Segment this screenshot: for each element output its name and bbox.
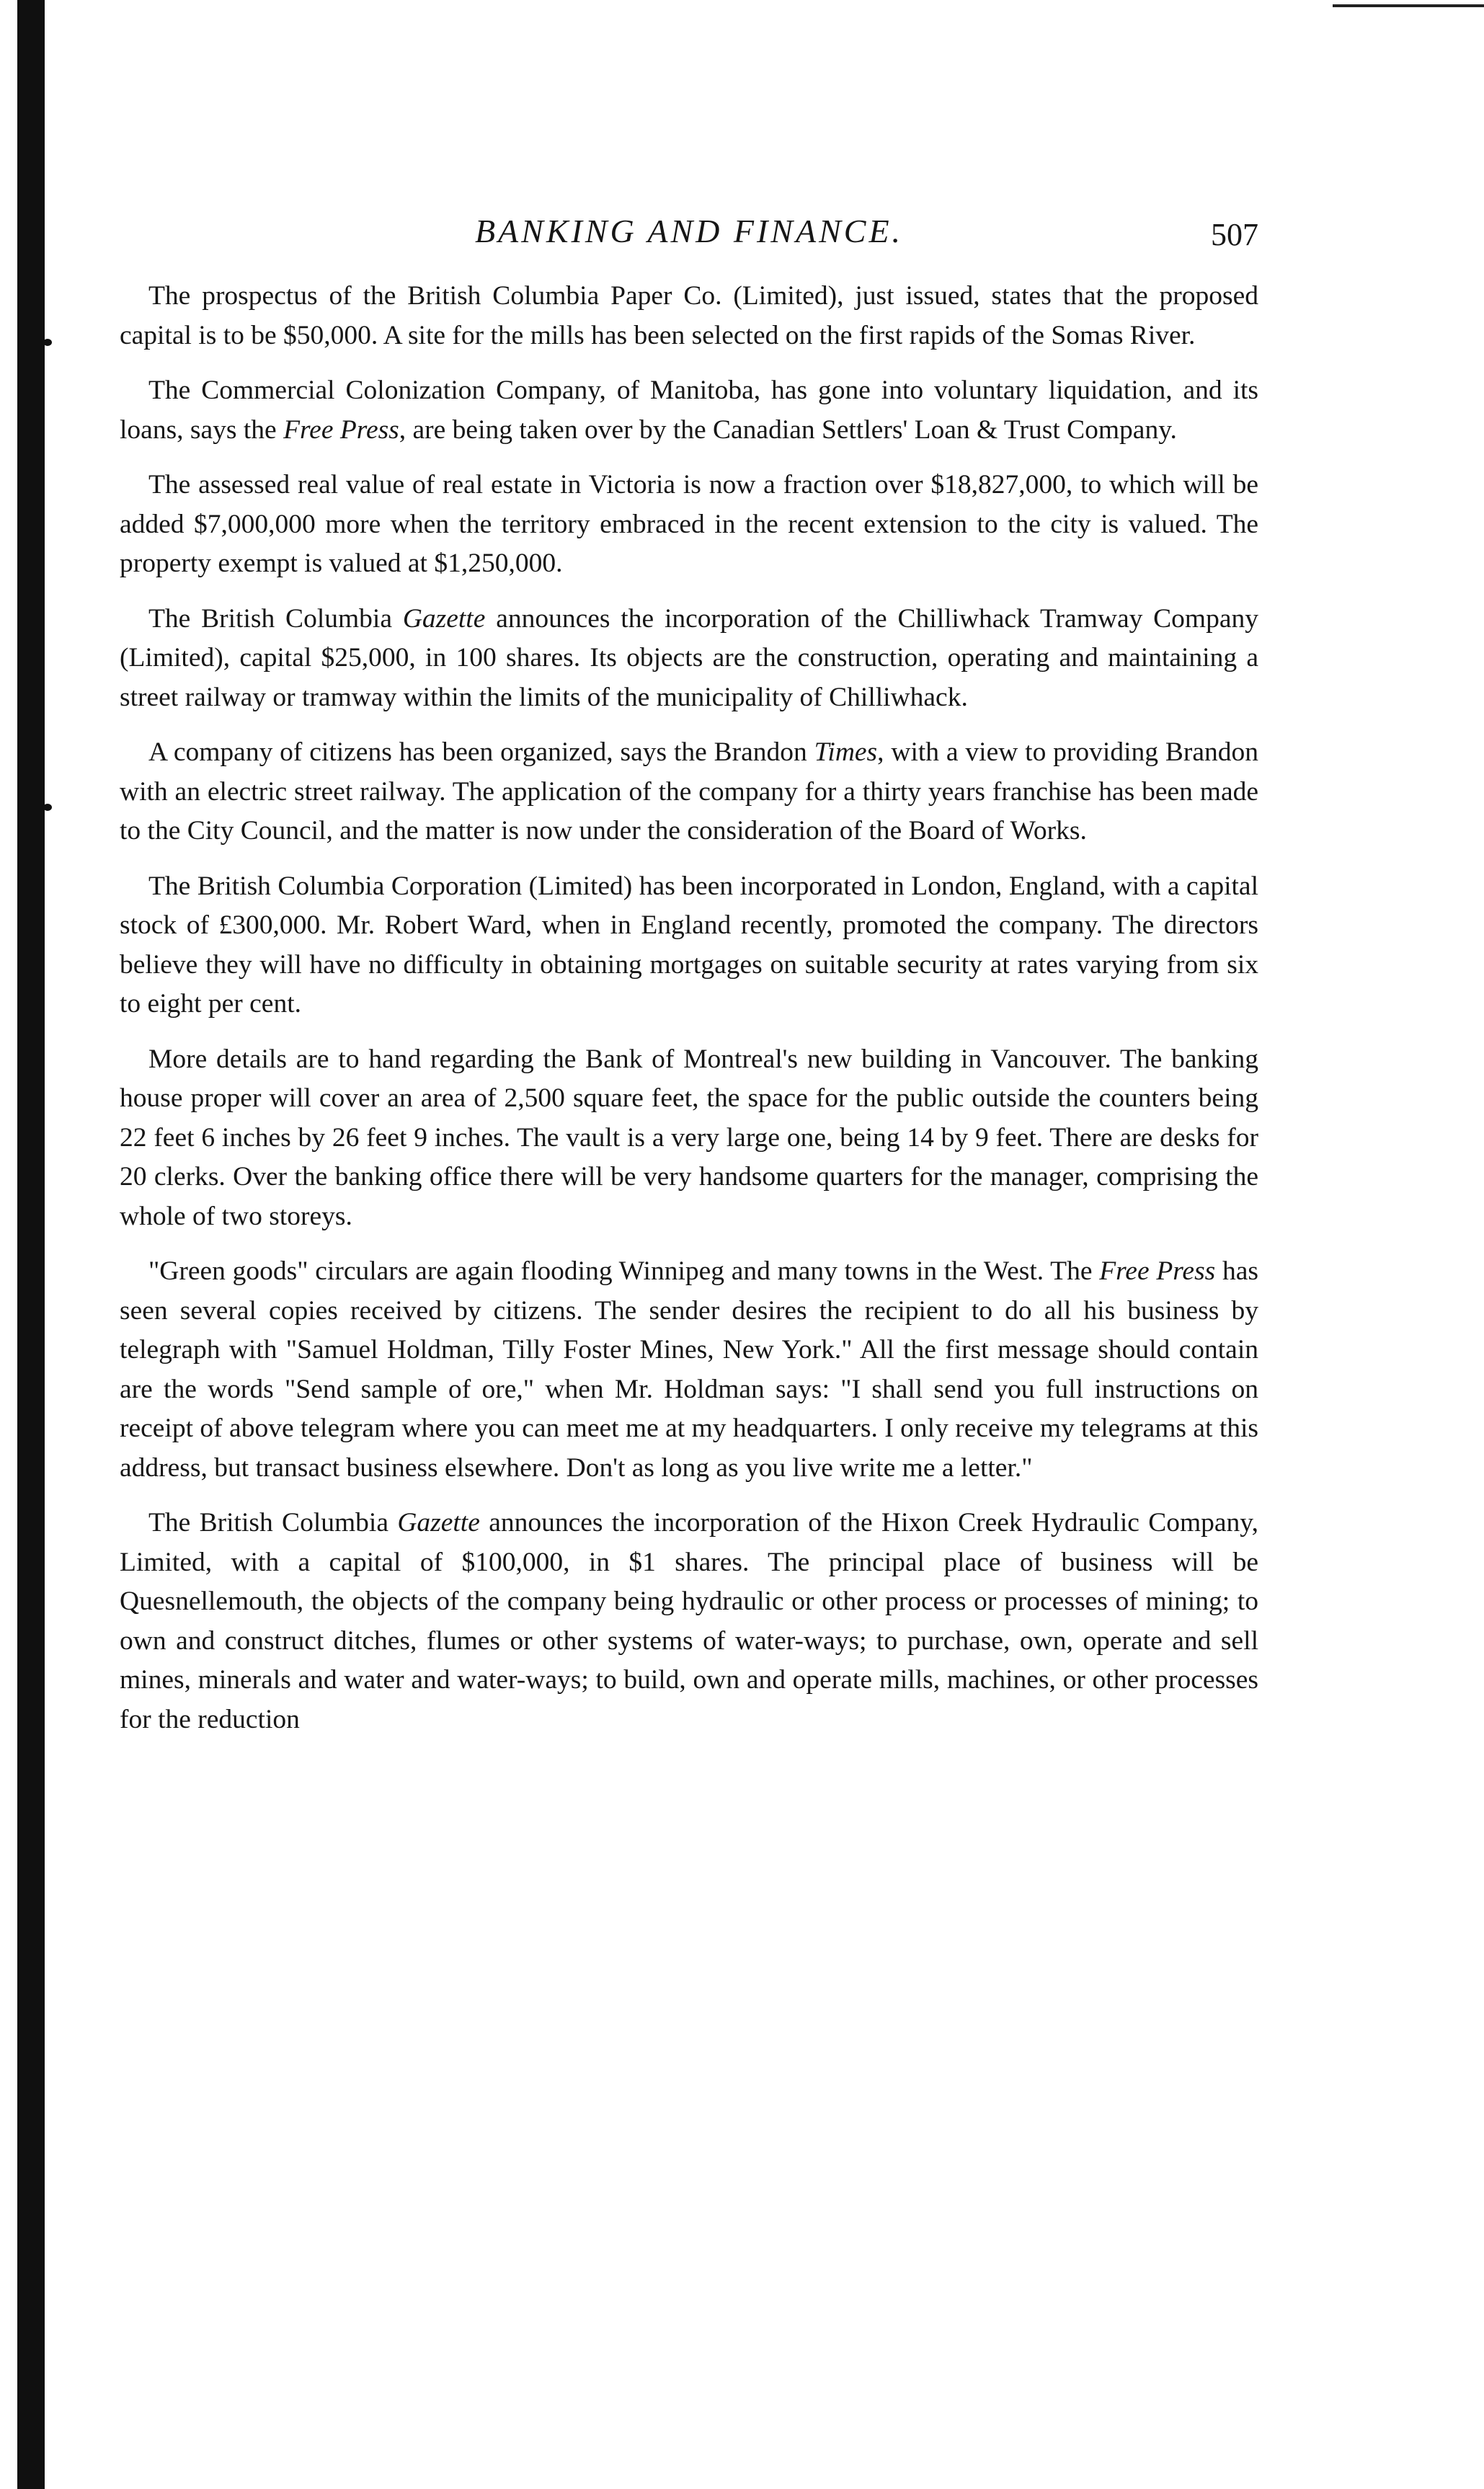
paragraph-colonization-co <box>120 371 1258 450</box>
paragraph-text: announces the incorporation of the Hixon Creek Hydraulic Company, Limited, with a capital of $100,000, in $1 shares. The principal place of business will be Quesnellemouth, the objects of the company being hydraulic or other process or processes of mining; to own and construct ditches, flumes or other systems of water-ways; to purchase, own, operate and sell mines, minerals and water and water-ways; to build, own and operate mills, machines, or other processes for the reduction <box>120 1508 1258 1734</box>
paragraph-paper-co <box>120 277 1258 355</box>
page-number: 507 <box>1211 217 1258 252</box>
paragraph-green-goods <box>120 1252 1258 1488</box>
scan-top-rule <box>1333 4 1484 7</box>
paragraph-text: The British Columbia <box>148 603 403 634</box>
paragraph-victoria-real-estate <box>120 466 1258 584</box>
paragraph-text: The Commercial Colonization Company, of Manitoba, has gone into voluntary liquidation, and its loans, says the <box>120 376 1258 445</box>
scan-speck <box>43 804 52 811</box>
paragraph-text: The prospectus of the British Columbia Paper Co. (Limited), just issued, states that the proposed capital is to be $50,000. A site for the mills has been selected on the first rapids of the Somas River. <box>120 281 1258 350</box>
scan-binding-edge <box>17 0 45 2489</box>
paragraph-bc-corporation <box>120 867 1258 1024</box>
paragraph-bank-of-montreal <box>120 1040 1258 1237</box>
publication-name: Free Press <box>283 414 399 445</box>
publication-name: Times <box>814 737 878 767</box>
paragraph-text: The assessed real value of real estate in Victoria is now a fraction over $18,827,000, to which will be added $7,000,000 more when the territory embraced in the recent extension to the city is valued. The property exempt is valued at $1,250,000. <box>120 470 1258 578</box>
paragraph-text: "Green goods" circulars are again flooding Winnipeg and many towns in the West. The <box>148 1256 1100 1286</box>
paragraph-hixon-creek <box>120 1504 1258 1739</box>
paragraph-text: announces the incorporation of the Chilliwhack Tramway Company (Limited), capital $25,000, in 100 shares. Its objects are the construction, operating and maintaining a street railway or tramway within the limits of the municipality of Chilliwhack. <box>120 603 1258 712</box>
running-title: BANKING AND FINANCE. <box>474 213 904 249</box>
paragraph-text: More details are to hand regarding the Bank of Montreal's new building in Vancouver. The banking house proper will cover an area of 2,500 square feet, the space for the public outside the counters being 22 feet 6 inches by 26 feet 9 inches. The vault is a very large one, being 14 by 9 feet. There are desks for 20 clerks. Over the banking office there will be very handsome quarters for the manager, comprising the whole of two storeys. <box>120 1044 1258 1231</box>
publication-name: Gazette <box>397 1508 480 1538</box>
paragraph-text: , with a view to providing Brandon with an electric street railway. The application of the company for a thirty years franchise has been made to the City Council, and the matter is now under the consideration of the Board of Works. <box>120 737 1258 846</box>
paragraph-brandon-railway <box>120 733 1258 851</box>
paragraph-chilliwhack-tramway <box>120 600 1258 718</box>
publication-name: Gazette <box>402 603 486 634</box>
paragraph-text: has seen several copies received by citizens. The sender desires the recipient to do all his business by telegraph with "Samuel Holdman, Tilly Foster Mines, New York." All the first message should contain are the words "Send sample of ore," when Mr. Holdman says: "I shall send you full instructions on receipt of above telegram where you can meet me at my headquarters. I only receive my telegrams at this address, but transact business elsewhere. Don't as long as you live write me a letter." <box>120 1256 1258 1483</box>
running-head <box>120 208 1258 261</box>
publication-name: Free Press <box>1099 1256 1216 1286</box>
paragraph-text: The British Columbia Corporation (Limited) has been incorporated in London, England, with a capital stock of £300,000. Mr. Robert Ward, when in England recently, promoted the company. The directors believe they will have no difficulty in obtaining mortgages on suitable security at rates varying from six to eight per cent. <box>120 871 1258 1019</box>
paragraph-text: A company of citizens has been organized, says the Brandon <box>148 737 814 767</box>
scan-speck <box>43 339 52 346</box>
paragraph-text: The British Columbia <box>148 1508 398 1538</box>
paragraph-text: , are being taken over by the Canadian Settlers' Loan & Trust Company. <box>399 414 1177 445</box>
book-page <box>120 208 1258 1755</box>
